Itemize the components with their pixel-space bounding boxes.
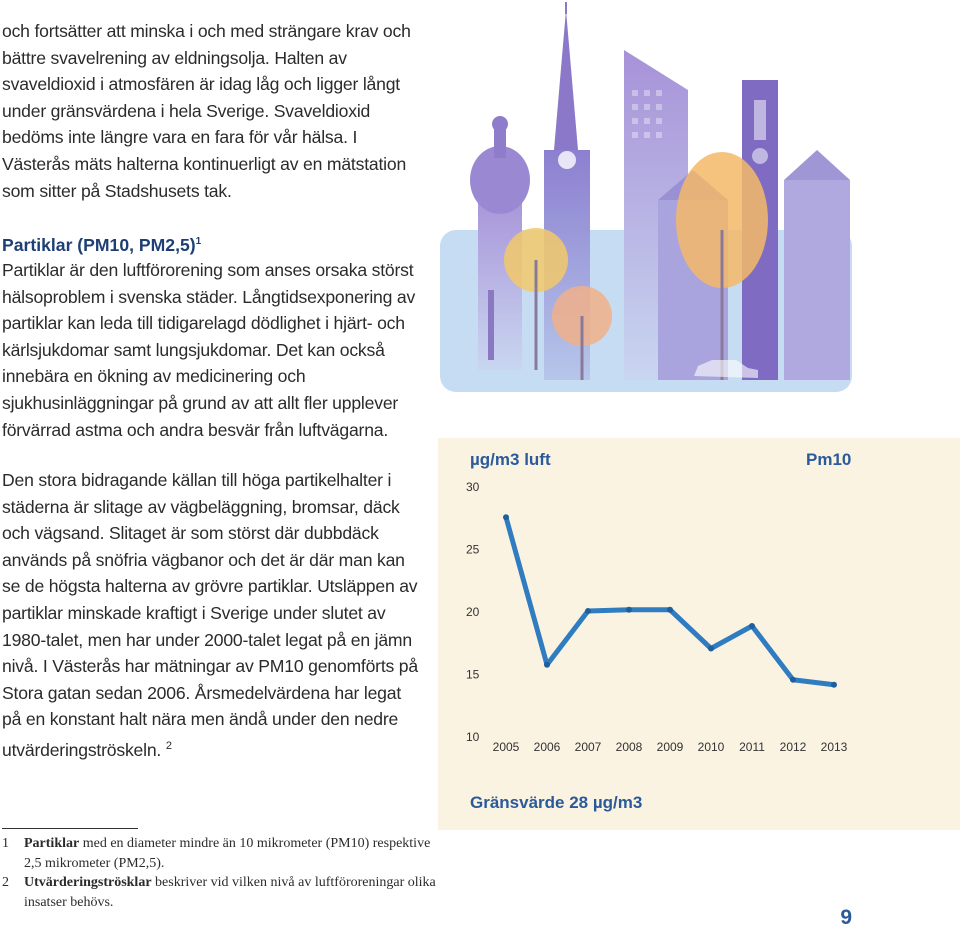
sources-paragraph [2,467,422,763]
x-tick-label: 2013 [820,740,848,754]
section-heading-footnote-ref: 1 [195,236,202,247]
data-point [667,607,673,613]
sources-paragraph-text: Den stora bidragande källan till höga partikelhalter i städerna är slitage av vägbeläggning, bromsar, däck och vägsand. Slitaget är som störst där dubbdäck används på snöfria vägbanor och det är där man kan se de högsta halterna av grövre partiklar. Utsläppen av partiklar minskade kraftigt i Sverige under slutet av 1980-talet, men har under 2000-talet legat på en jämn nivå. I Västerås har mätningar av PM10 genomförts på Stora gatan sedan 2006. Årsmedelvärdena har legat på en konstant halt nära men ändå under den nedre utvärderingströskeln. [2,470,418,760]
data-point [544,662,550,668]
x-tick-label: 2010 [697,740,725,754]
y-tick-label: 15 [466,667,480,682]
health-paragraph: Partiklar är den luftförorening som anses orsaka störst hälsoproblem i svenska städer. Långtidsexponering av partiklar kan leda till tidigarelagd dödlighet i hjärt- och kärlsjukdomar samt lungsjukdomar. Det kan också innebära en ökning av medicinering och sjukhusinläggningar på grund av att allt fler upplever förvärrad astma och andra besvär från luftvägarna. [2,260,416,440]
x-tick-label: 2006 [533,740,561,754]
x-tick-label: 2012 [779,740,807,754]
footnote-1-number: 1 [2,836,9,851]
sources-paragraph-footnote-ref: 2 [165,739,172,752]
section-heading-text: Partiklar (PM10, PM2,5) [2,234,196,255]
y-tick-label: 10 [466,730,480,744]
y-tick-label: 25 [466,542,480,557]
data-point [790,677,796,683]
x-tick-label: 2009 [656,740,684,754]
x-tick-label: 2005 [492,740,520,754]
footnotes [2,834,442,912]
section-heading [2,229,201,258]
footnote-2-term: Utvärderingströsklar [24,875,152,890]
data-point [708,646,714,652]
footnote-1-text: med en diameter mindre än 10 mikrometer (PM10) respektive 2,5 mikrometer (PM2,5). [24,836,431,871]
series-line-pm10 [506,517,834,685]
footnote-2-text: beskriver vid vilken nivå av luftföroreningar olika insatser behövs. [24,875,436,910]
data-point [749,623,755,629]
limit-value-label: Gränsvärde 28 µg/m3 [470,793,643,812]
data-point [503,514,509,520]
x-tick-label: 2011 [739,740,765,754]
footnote-2 [2,873,442,912]
y-tick-label: 30 [466,480,480,494]
series-label: Pm10 [806,450,852,469]
y-axis-unit-label: µg/m3 luft [470,450,551,469]
footnote-1-term: Partiklar [24,836,80,851]
x-tick-label: 2008 [615,740,643,754]
footnote-divider [2,828,138,829]
y-tick-label: 20 [466,605,480,619]
data-point [585,608,591,614]
city-skyline-illustration [436,0,854,392]
pm10-chart-panel [438,438,960,830]
data-point [831,682,837,688]
footnote-2-number: 2 [2,875,9,890]
pm10-line-chart [438,438,960,830]
data-point [626,607,632,613]
x-tick-label: 2007 [574,740,602,754]
page-number: 9 [840,906,852,929]
intro-paragraph: och fortsätter att minska i och med strängare krav och bättre svavelrening av eldningsolja. Halten av svaveldioxid i atmosfären är idag låg och ligger långt under gränsvärdena i hela Sverige. Svaveldioxid bedöms inte längre vara en fara för vår hälsa. I Västerås mäts halterna kontinuerligt av en mätstation som sitter på Stadshusets tak. [2,21,411,201]
footnote-1 [2,834,442,873]
